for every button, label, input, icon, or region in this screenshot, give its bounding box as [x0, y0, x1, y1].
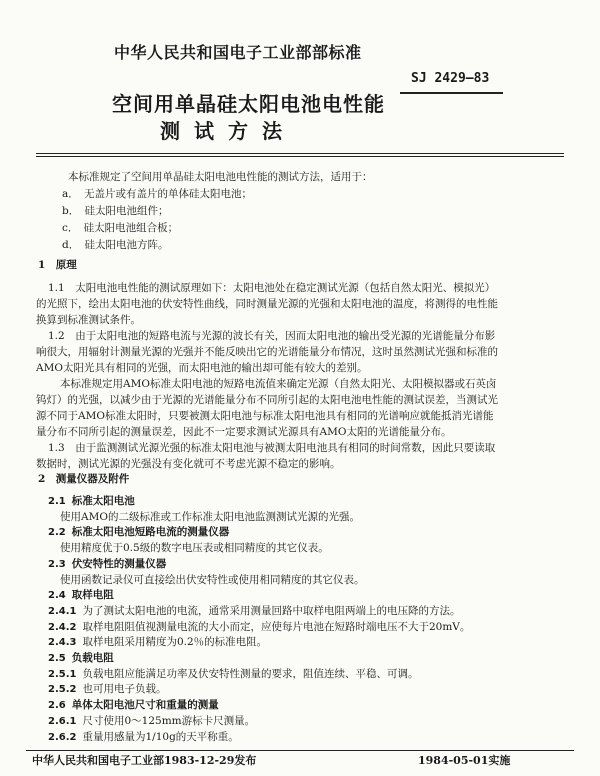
intro-lead: 本标准规定了空间用单晶硅太阳电池电性能的测试方法，适用于：: [68, 171, 373, 183]
clause-text: 为了测试太阳电池的电流，通常采用测量回路中取样电阻两端上的电压降的方法。: [82, 604, 461, 617]
clause-number: 2.2: [48, 527, 66, 539]
document-subtitle: 测试方法: [160, 119, 296, 143]
intro-list-item: b． 硅太阳电池组件；: [62, 205, 169, 217]
clause-line: [48, 604, 460, 619]
clause-number: 2.3: [48, 558, 66, 570]
clause-body: 使用AMO的二级标准或工作标准太阳电池监测测试光源的光强。: [60, 510, 360, 523]
clause-line: [48, 635, 267, 650]
clause-text: 尺寸使用0～125mm游标卡尺测量。: [82, 714, 256, 727]
paragraph-line: 源不同于AMO标准太阳时，只要被测太阳电池与标准太阳电池具有相同的光谱响应就能抵消光谱能: [36, 410, 494, 422]
clause-body: 使用函数记录仪可直接绘出伏安特性或使用相同精度的其它仪表。: [60, 573, 365, 586]
clause-number: 2.6.1: [48, 715, 77, 727]
clause-text: 取样电阻: [71, 589, 114, 602]
clause-number: 2.4.1: [48, 605, 77, 617]
paragraph-line: 数据时，测试光源的光强没有变化就可不考虑光源不稳定的影响。: [36, 458, 341, 470]
intro-list-item: c． 硅太阳电池组合板；: [62, 222, 179, 234]
paragraph-line: 换算到标准测试条件。: [36, 314, 141, 326]
paragraph-line: AMO太阳光具有相同的光强，而太阳电池的输出却可能有较大的差别。: [36, 362, 368, 374]
paragraph-line: 的光照下，绘出太阳电池的伏安特性曲线，同时测量光源的光强和太阳电池的温度，将测得的电性能: [36, 298, 498, 310]
paragraph-line: 响很大，用辐射计测量光源的光强并不能反映出它的光谱能量分布情况，这时虽然测试光强和标准的: [36, 346, 498, 358]
subsection-heading: [48, 557, 166, 572]
standard-number: SJ 2429—83: [411, 71, 490, 86]
clause-number: 2.6: [48, 700, 66, 712]
document-title: 空间用单晶硅太阳电池电性能: [112, 92, 385, 116]
clause-number: 2.4.3: [48, 637, 77, 649]
clause-text: 单体太阳电池尺寸和重量的测量: [71, 699, 219, 712]
clause-line: [48, 667, 418, 682]
paragraph-line: 量分布不同所引起的测量误差，因此不一定要求测试光源具有AMO太阳的光谱能量分布。: [36, 426, 452, 438]
clause-text: 负载电阻: [71, 652, 114, 664]
subsection-heading: [48, 494, 135, 509]
clause-line: [48, 714, 255, 729]
intro-list-item: a． 无盖片或有盖片的单体硅太阳电池；: [62, 188, 253, 200]
clause-text: 也可用电子负载。: [82, 683, 167, 696]
clause-number: 2.5.1: [48, 668, 77, 680]
subsection-heading: [48, 525, 229, 540]
issue-date: 中华人民共和国电子工业部1983-12-29发布: [32, 754, 257, 767]
paragraph-line: 1.2 由于太阳电池的短路电流与光源的波长有关，因而太阳电池的输出受光源的光谱能量分布影: [48, 330, 496, 342]
ministry-heading: 中华人民共和国电子工业部部标准: [114, 43, 362, 62]
clause-text: 负载电阻应能满足功率及伏安特性测量的要求，阻值连续、平稳、可调。: [82, 667, 419, 680]
header-rule: [36, 153, 564, 154]
paragraph-line: 1.3 由于监测测试光源光强的标准太阳电池与被测太阳电池具有相同的时间常数，因此只要读取: [48, 442, 496, 454]
clause-number: 2.1: [48, 496, 66, 507]
standard-number-rule: [400, 92, 503, 94]
clause-text: 取样电阻阻值视测量电流的大小而定，应使每片电池在短路时端电压不大于20mV。: [82, 620, 471, 633]
section-heading: 1 原理: [38, 259, 77, 271]
clause-text: 标准太阳电池短路电流的测量仪器: [71, 526, 230, 539]
subsection-heading: [48, 588, 114, 603]
clause-number: 2.5: [48, 653, 66, 664]
subsection-heading: [48, 698, 219, 713]
paragraph-line: 1.1 太阳电池电性能的测试原理如下：太阳电池处在稳定测试光源（包括自然太阳光、模拟光）: [48, 282, 496, 294]
clause-number: 2.5.2: [48, 684, 77, 696]
clause-number: 2.4.2: [48, 621, 77, 633]
footer-rule: [26, 750, 574, 751]
header-rule-2: [36, 156, 564, 157]
clause-text: 伏安特性的测量仪器: [71, 557, 167, 570]
clause-text: 标准太阳电池: [71, 495, 135, 507]
clause-number: 2.4: [48, 590, 66, 602]
paragraph-line: 本标准规定用AMO标准太阳电池的短路电流值来确定光源（自然太阳光、太阳模拟器或石英卤: [60, 378, 497, 390]
intro-list-item: d． 硅太阳电池方阵。: [62, 239, 169, 251]
clause-text: 重量用感量为1/10g的天平称重。: [82, 730, 239, 743]
clause-text: 取样电阻采用精度为0.2％的标准电阻。: [82, 636, 268, 649]
section-heading: 2 测量仪器及附件: [38, 473, 130, 485]
clause-line: [48, 620, 470, 635]
effective-date: 1984-05-01实施: [418, 754, 511, 767]
paragraph-line: 钨灯）的光强，以减少由于光源的光谱能量分布不同所引起的太阳电池电性能的测试误差，当测试光: [36, 394, 498, 406]
subsection-heading: [48, 651, 114, 666]
clause-number: 2.6.2: [48, 731, 77, 743]
clause-line: [48, 682, 166, 697]
clause-body: 使用精度优于0.5级的数字电压表或相同精度的其它仪表。: [60, 542, 329, 555]
clause-line: [48, 730, 239, 745]
